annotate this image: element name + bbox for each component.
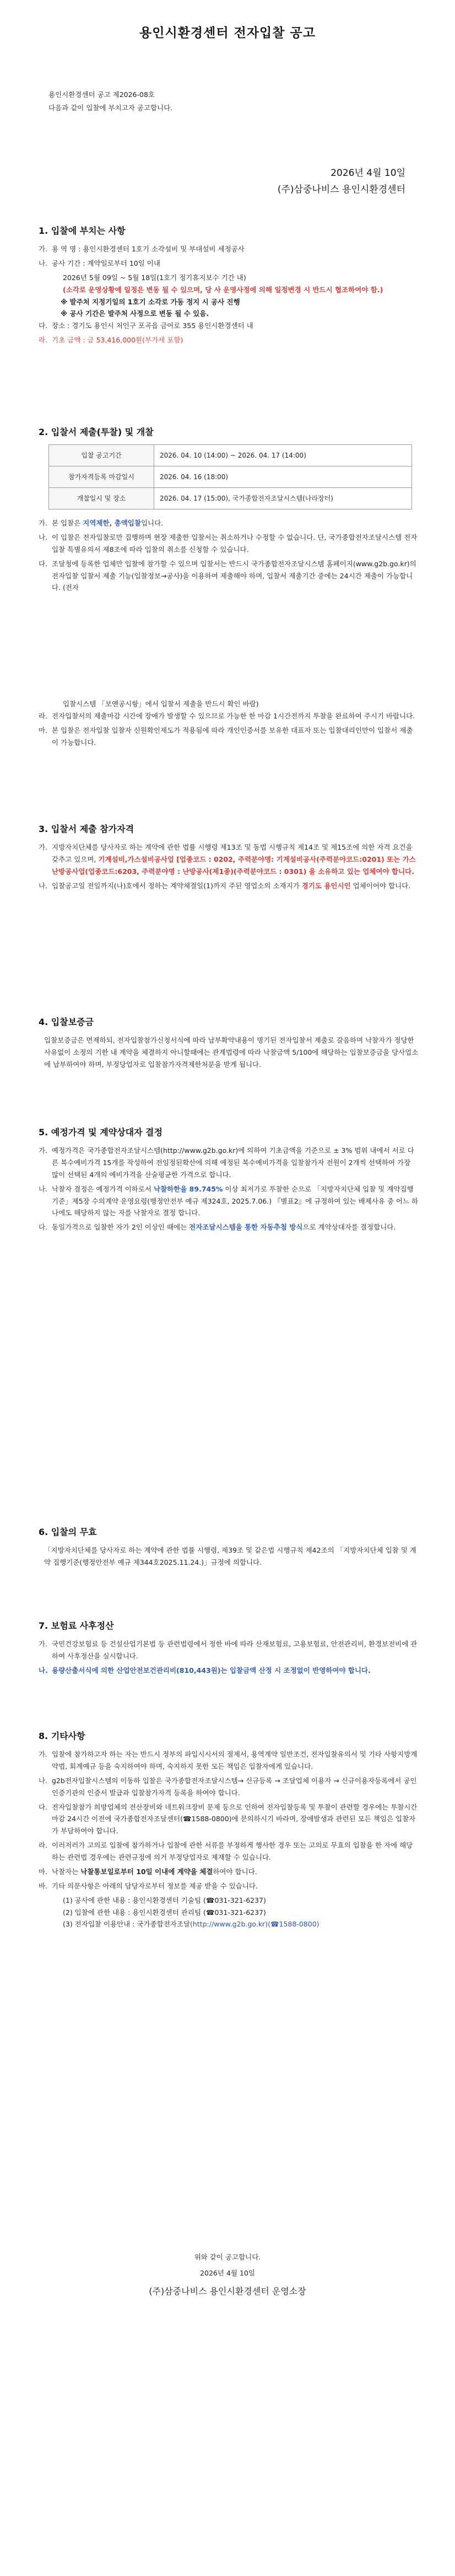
section-heading: 6. 입찰의 무효: [39, 1527, 97, 1537]
list-item: 가. 지방자치단체를 당사자로 하는 계약에 관한 법률 시행령 제13조 및 동법 시행규칙 제14조 및 제15조에 의한 자격 요건을 갖추고 있으며, 기계설비,가스설비공사업 [업종코드 : 0202, 주력분야명: 기계설비공사(주력분야코드:0201) 또는 가스난방공사업(업종코드:6203, 주력분야명 : 난방공사(제1종)(주력분야코드 : 0301) 을 소유하고 있는 업체여야 합니다.: [39, 843, 416, 876]
contact-line: (1) 공사에 관한 내용 : 용인시환경센터 기술팀 (☎031-321-6237): [63, 1896, 266, 1904]
section-heading: 4. 입찰보증금: [39, 1017, 94, 1027]
closing-org: (주)삼중나비스 용인시환경센터 운영소장: [149, 2285, 306, 2296]
notice-number: 용인시환경센터 공고 제2026-08호: [48, 90, 155, 99]
closing-date: 2026년 4월 10일: [200, 2268, 255, 2277]
table-row: 입찰 공고기간 2026. 04. 10 (14:00) ~ 2026. 04. 17 (14:00): [49, 445, 412, 466]
list-item: 나. g2b전자입찰시스템의 이동하 입찰은 국가종합전자조달시스템→ 신규등록 → 조달업체 이용자 → 신규이용자등록에서 공인인증기관의 인증서 발급과 입찰참가자격 등록을 하여야 합니다.: [39, 1776, 417, 1797]
signature-block: [0, 2250, 455, 2301]
list-item: 나. 입찰공고일 전일까지(나)호에서 정하는 계약체결일(1)까지 주된 영업소의 소재지가 경기도 용인시인 업체이어야 합니다.: [39, 881, 411, 890]
list-item: 마. 낙찰자는 낙찰통보일로부터 10일 이내에 계약을 체결하여야 합니다.: [39, 1867, 257, 1876]
closing-text: 위와 같이 공고합니다.: [194, 2253, 261, 2261]
section-heading: 3. 입찰서 제출 참가자격: [39, 824, 134, 834]
list-item: 다. 조달청에 등록한 업체만 입찰에 참가할 수 있으며 입찰서는 반드시 국가종합전자조달시스템 홈페이지(www.g2b.go.kr)의 전자입찰 입찰서 제출 기능(입찰정보→공사)을 이용하여 제출해야 하며, 입찰서 제출기간 중에는 24시간 제출이 가능합니다. (전자: [39, 559, 416, 592]
continuation-text: 입찰시스템 「보앤공시항」에서 입찰서 제출을 반드시 확인 바람): [63, 700, 259, 709]
section-7: [39, 1618, 419, 1679]
list-item: 다. 동일가격으로 입찰한 자가 2인 이상인 때에는 전자조달시스템을 통한 자동추첨 방식으로 계약상대자를 결정합니다.: [39, 1223, 396, 1232]
schedule-table: [48, 444, 412, 509]
section-4: [39, 1015, 419, 1073]
list-item: 가. 입찰에 참가하고자 하는 자는 반드시 정부의 파입시시서의 절제서, 용역계약 일반조건, 전자입찰유의서 및 기타 사항지방계약법, 회계예규 등을 숙지하여야 하며, 숙지하지 못한 모든 책임은 입찰자에게 있습니다.: [39, 1750, 418, 1770]
section-1: [39, 223, 419, 348]
g2b-link[interactable]: (http://www.g2b.go.kr)(☎1588-0800): [190, 1920, 319, 1929]
list-item: 라. 전자입찰서의 제출마감 시간에 장애가 발생할 수 있으므로 가능한 한 마감 1시간전까지 투찰을 완료하여 주시기 바랍니다.: [39, 712, 415, 721]
issue-date-block: [278, 165, 405, 198]
intro-text: 다음과 같이 입찰에 부치고자 공고합니다.: [48, 103, 173, 112]
list-item: 가. 국민건강보험료 등 건설산업기본법 등 관련법령에서 정한 바에 따라 산재보험료, 고용보험료, 안전관리비, 환경보전비에 관하여 사후정산을 실시합니다.: [39, 1640, 418, 1660]
list-item: 나. 낙찰자 결정은 예정가격 이하로서 낙찰하한율 89.745% 이상 최저가로 투찰한 순으로 「지방자치단체 입찰 및 계약집행기준」제5장 수의계약 운영요령(행정안전부 예규 제324호, 2025.7.06.) 『별표2』에 규정하여 있는 배제사유 중 어느 하나에도 해당하지 않는 자를 낙찰자로 결정 합니다.: [39, 1184, 419, 1217]
list-item: 나. 용량산출서식에 의한 산업안전보건관리비(810,443원)는 입찰금액 산정 시 조정없이 반영하여야 합니다.: [39, 1666, 371, 1675]
note-line: ※ 발주처 지정기일의 1호기 소각로 가동 정지 시 공사 진행: [61, 297, 240, 306]
list-item: 라. 이러저러가 고의로 입찰에 참가하거나 입찰에 관한 서류를 부정하게 행사한 경우 또는 고의로 무효의 입찰을 한 자에 해당하는 관련법 경우에는 관련규정에 의거 부정당업자로 제재할 수 있습니다.: [39, 1841, 413, 1861]
table-row: 개찰일시 및 장소 2026. 04. 17 (15:00), 국가종합전자조달시스템(나라장터): [49, 488, 412, 509]
section-heading: 2. 입찰서 제출(투찰) 및 개찰: [39, 427, 154, 437]
table-row: 참가자격등록 마감일시 2026. 04. 16 (18:00): [49, 466, 412, 488]
section-6: [39, 1525, 419, 1571]
period-detail: 2026년 5월 09일 ~ 5월 18일(1호기 정기휴지보수 기간 내): [63, 273, 246, 282]
section-heading: 7. 보험료 사후정산: [39, 1620, 114, 1631]
intro: [48, 88, 407, 115]
list-item: 가. 용 역 명 : 용인시환경센터 1호기 소각설비 및 부대설비 세정공사: [39, 245, 245, 253]
section-5: [39, 1125, 419, 1236]
issue-date: 2026년 4월 10일: [331, 168, 405, 179]
note-line: ※ 공사 기간은 발주처 사정으로 변동 될 수 있음.: [61, 309, 209, 318]
issuer-org: (주)삼중나비스 용인시환경센터: [277, 184, 405, 195]
section-heading: 1. 입찰에 부치는 사항: [39, 226, 126, 236]
list-item: 가. 본 입찰은 지역제한, 총액입찰입니다.: [39, 519, 164, 527]
list-item: 바. 기타 의문사항은 아래의 담당자로부터 정보를 제공 받을 수 있습니다.: [39, 1881, 258, 1890]
section-2: [39, 425, 419, 751]
section-3: [39, 822, 419, 894]
list-item: 가. 예정가격은 국가종합전자조달시스템(http://www.g2b.go.kr)에 의하여 기초금액을 기준으로 ± 3% 범위 내에서 서로 다른 복수예비가격 15개를 작성하여 전임정된확산에 의해 예정된 복수예비가격을 입찰참가자 전원이 2개씩 선택하여 가장 많이 선택된 4개의 예비가격을 산술평균한 가격으로 합니다.: [39, 1146, 414, 1179]
body-text: 입찰보증금은 면제하되, 전자입찰참가신청서식에 따라 납부확약내용이 명기된 전자입찰서 제출로 갈음하며 낙찰자가 정당한 사유없이 소정의 기한 내 계약을 체결하지 아니할때에는 관계법령에 따라 낙찰금액 5/100에 해당하는 입찰보증금을 당사업소에 납부하여야 하며, 부정당업자로 입찰참가자격제한처분을 받게 됩니다.: [44, 1036, 419, 1069]
body-text: 「지방자치단체를 당사자로 하는 계약에 관한 법률 시행령, 제39조 및 같은법 시행규칙 제42조의 「지방자치단체 입찰 및 계약 집행기준(행정안전부 예규 제344호2025.11.24.)」규정에 의합니다.: [44, 1546, 416, 1566]
list-item: 나. 이 입찰은 전자입찰로만 집행하며 현장 제출한 입찰서는 취소하거나 수정할 수 없습니다. 단, 국가종합전자조달시스템 전자입찰 특별유의서 제8조에 따라 입찰의 취소를 신청할 수 있습니다.: [39, 533, 418, 554]
section-heading: 8. 기타사항: [39, 1731, 85, 1741]
list-item: 다. 장소 : 경기도 용인시 처인구 포곡읍 금어로 355 용인시환경센터 내: [39, 321, 253, 330]
schedule-notice: (소각로 운영상황에 일정은 변동 될 수 있으며, 당 사 운영사정에 의해 일정변경 시 반드시 협조하여야 함.): [63, 285, 383, 294]
budget-item: 라. 기초 금액 : 금 53,416,000원(부가세 포함): [39, 336, 183, 345]
contact-line: (2) 입찰에 관한 내용 : 용인시환경센터 관리팀 (☎031-321-6237): [63, 1908, 266, 1917]
section-heading: 5. 예정가격 및 계약상대자 결정: [39, 1127, 162, 1137]
contact-line: (3) 전자입찰 이용안내 : 국가종합전자조달(http://www.g2b.go.kr)(☎1588-0800): [63, 1920, 319, 1929]
list-item: 나. 공사 기간 : 계약일로부터 10일 이내: [39, 259, 160, 267]
list-item: 마. 본 입찰은 전자입찰 입찰자 신원확인제도가 적용됨에 따라 개인인증서를 보유한 대표자 또는 입찰대리인만이 입찰서 제출이 가능합니다.: [39, 726, 413, 747]
page-title: 용인시환경센터 전자입찰 공고: [139, 26, 316, 40]
section-8: [39, 1729, 419, 1930]
list-item: 다. 전자입찰참가 희망업체의 전산장비와 네트워크장비 문제 등으로 인하여 전자입찰등록 및 투찰이 관련할 경우에는 투찰시간마감 24시간 이전에 국가종합전자조달센터(☎1588-0800)에 문의하시기 바라며, 장애발생과 관련된 모든 책임은 입찰자가 부담하여야 합니다.: [39, 1802, 418, 1836]
